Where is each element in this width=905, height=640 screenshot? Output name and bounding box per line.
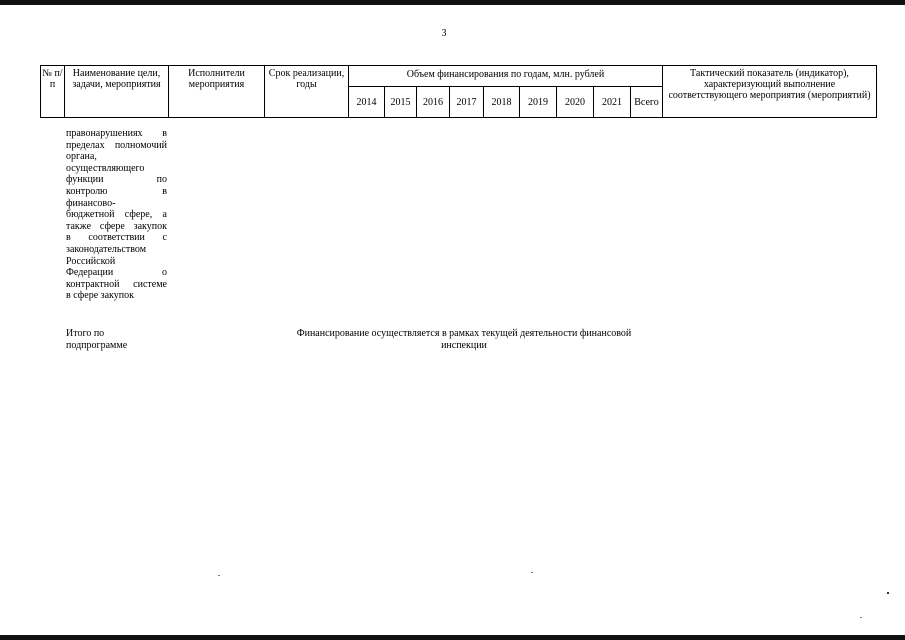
scan-speck [531,572,533,573]
header-table [40,65,877,118]
header-financing-group: Объем финансирования по годам, млн. рублей [349,66,663,87]
text-line: бюджетной сфере, а [66,209,167,221]
text-line: контролю в [66,185,167,197]
header-term: Срок реализации, годы [265,66,349,118]
scan-speck [887,592,889,594]
text-line: инспекции [441,339,487,351]
scan-edge-top [0,0,905,5]
header-indicator: Тактический показатель (индикатор), характеризующий выполнение соответствующего мероприятия (мероприятий) [663,66,877,118]
header-year-2019: 2019 [520,87,557,118]
text-line: пределах полномочий [66,139,167,151]
text-line: функции по [66,174,167,186]
text-line: Федерации о [66,267,167,279]
header-year-2014: 2014 [349,87,385,118]
header-executors: Исполнители мероприятия [169,66,265,118]
text-line: Российской [66,255,116,267]
header-year-2020: 2020 [557,87,594,118]
header-year-2021: 2021 [594,87,631,118]
page-number: 3 [441,28,447,39]
financing-note [278,328,650,351]
text-line: органа, [66,151,97,163]
text-line: финансово- [66,197,116,209]
text-line: осуществляющего [66,162,145,174]
activity-description [66,128,167,302]
text-line: в сфере закупок [66,290,134,302]
text-line: правонарушениях в [66,128,167,139]
text-line: в соответствии с [66,232,167,244]
header-year-2016: 2016 [417,87,450,118]
text-line: Итого по [66,328,105,339]
header-year-2017: 2017 [450,87,484,118]
header-name: Наименование цели, задачи, мероприятия [65,66,169,118]
text-line: Финансирование осуществляется в рамках текущей деятельности финансовой [296,328,632,339]
header-year-total: Всего [631,87,663,118]
scan-edge-bottom [0,635,905,640]
text-line: контрактной системе [66,278,167,290]
header-num: № п/п [41,66,65,118]
header-year-2015: 2015 [385,87,417,118]
header-year-2018: 2018 [484,87,520,118]
text-line: также сфере закупок [66,220,167,232]
text-line: законодательством [66,243,147,255]
scan-speck [860,617,862,618]
subprogram-total-label [66,328,167,351]
scan-speck [218,575,220,576]
text-line: подпрограмме [66,339,128,351]
